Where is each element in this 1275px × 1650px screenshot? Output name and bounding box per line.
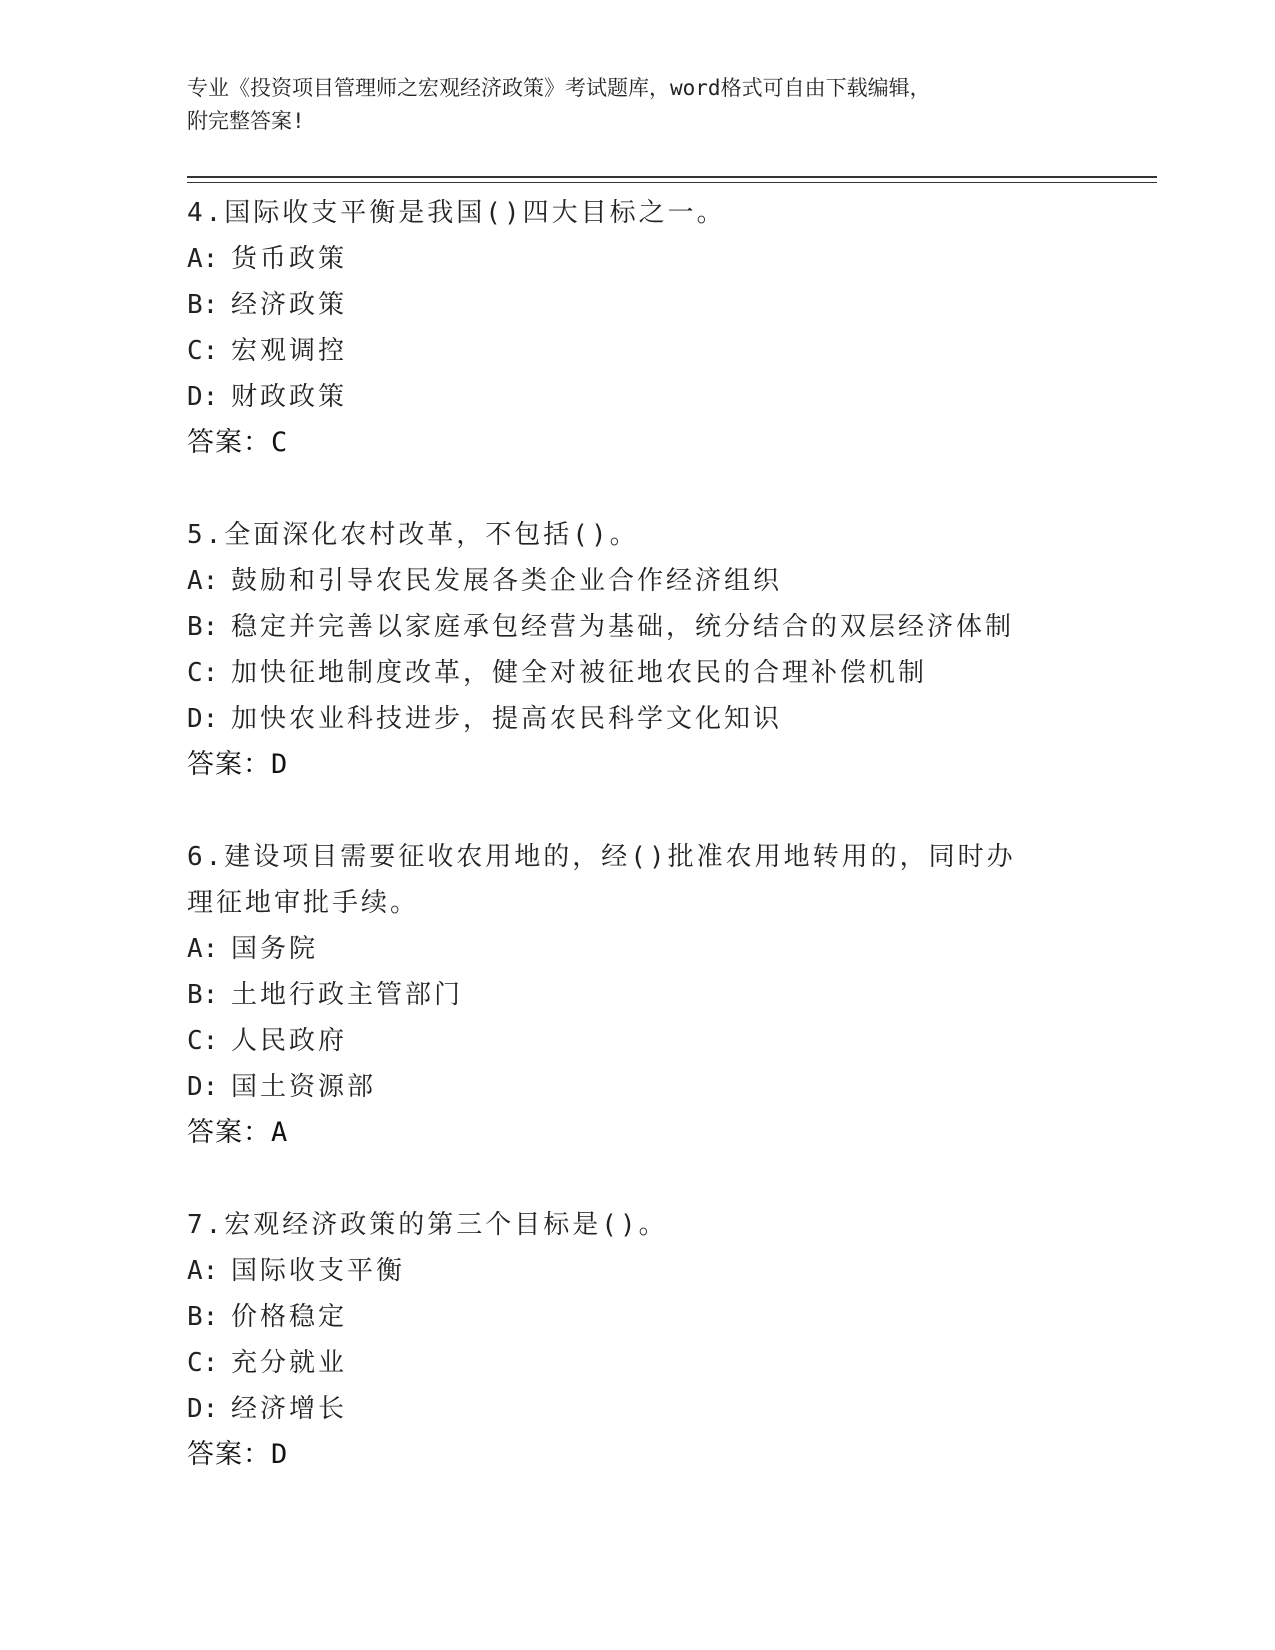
question-stem: 6.建设项目需要征收农用地的，经()批准农用地转用的，同时办理征地审批手续。 bbox=[187, 842, 1016, 918]
answer-label: 答案： bbox=[187, 749, 271, 780]
question-stem: 5.全面深化农村改革，不包括()。 bbox=[187, 520, 639, 550]
option-b bbox=[187, 604, 1157, 650]
option-a bbox=[187, 558, 1157, 604]
option-key: B: bbox=[187, 980, 219, 1010]
answer-value: D bbox=[271, 1439, 288, 1470]
option-d bbox=[187, 1064, 1157, 1110]
option-c bbox=[187, 328, 1157, 374]
option-c bbox=[187, 650, 1157, 696]
answer-label: 答案： bbox=[187, 1439, 271, 1470]
header-line-1: 专业《投资项目管理师之宏观经济政策》考试题库，word格式可自由下载编辑， bbox=[187, 76, 931, 100]
answer-value: A bbox=[271, 1117, 288, 1148]
option-b bbox=[187, 1294, 1157, 1340]
option-key: B: bbox=[187, 290, 219, 320]
option-a bbox=[187, 236, 1157, 282]
option-text: 人民政府 bbox=[231, 1026, 348, 1056]
option-c bbox=[187, 1340, 1157, 1386]
document-header bbox=[187, 72, 1067, 138]
answer-label: 答案： bbox=[187, 1117, 271, 1148]
option-a bbox=[187, 926, 1157, 972]
option-text: 稳定并完善以家庭承包经营为基础，统分结合的双层经济体制 bbox=[231, 612, 1015, 642]
option-key: C: bbox=[187, 336, 219, 366]
question-7 bbox=[187, 1202, 1157, 1478]
option-text: 经济政策 bbox=[231, 290, 348, 320]
option-text: 国土资源部 bbox=[231, 1072, 377, 1102]
option-key: D: bbox=[187, 1394, 219, 1424]
option-d bbox=[187, 696, 1157, 742]
option-key: B: bbox=[187, 1302, 219, 1332]
option-d bbox=[187, 374, 1157, 420]
option-text: 国务院 bbox=[231, 934, 319, 964]
option-key: D: bbox=[187, 704, 219, 734]
answer-line bbox=[187, 742, 1157, 788]
option-text: 货币政策 bbox=[231, 244, 348, 274]
option-key: D: bbox=[187, 1072, 219, 1102]
question-5 bbox=[187, 512, 1157, 788]
option-text: 加快农业科技进步，提高农民科学文化知识 bbox=[231, 704, 783, 734]
option-key: C: bbox=[187, 1026, 219, 1056]
answer-value: C bbox=[271, 427, 288, 458]
option-d bbox=[187, 1386, 1157, 1432]
option-key: C: bbox=[187, 658, 219, 688]
question-4 bbox=[187, 190, 1157, 466]
option-text: 国际收支平衡 bbox=[231, 1256, 406, 1286]
option-a bbox=[187, 1248, 1157, 1294]
option-key: D: bbox=[187, 382, 219, 412]
header-line-2: 附完整答案! bbox=[187, 109, 305, 133]
answer-line bbox=[187, 1110, 1157, 1156]
answer-line bbox=[187, 1432, 1157, 1478]
option-text: 经济增长 bbox=[231, 1394, 348, 1424]
option-key: A: bbox=[187, 566, 219, 596]
option-c bbox=[187, 1018, 1157, 1064]
option-text: 财政政策 bbox=[231, 382, 348, 412]
option-text: 宏观调控 bbox=[231, 336, 348, 366]
header-divider-thin bbox=[187, 182, 1157, 183]
option-key: A: bbox=[187, 244, 219, 274]
option-text: 价格稳定 bbox=[231, 1302, 348, 1332]
option-text: 土地行政主管部门 bbox=[231, 980, 464, 1010]
option-text: 充分就业 bbox=[231, 1348, 348, 1378]
question-list bbox=[187, 190, 1157, 1524]
question-stem: 7.宏观经济政策的第三个目标是()。 bbox=[187, 1210, 668, 1240]
header-divider-thick bbox=[187, 176, 1157, 178]
answer-label: 答案： bbox=[187, 427, 271, 458]
option-key: A: bbox=[187, 934, 219, 964]
option-key: C: bbox=[187, 1348, 219, 1378]
option-b bbox=[187, 972, 1157, 1018]
option-key: A: bbox=[187, 1256, 219, 1286]
answer-value: D bbox=[271, 749, 288, 780]
question-6 bbox=[187, 834, 1157, 1156]
option-b bbox=[187, 282, 1157, 328]
option-key: B: bbox=[187, 612, 219, 642]
question-stem: 4.国际收支平衡是我国()四大目标之一。 bbox=[187, 198, 726, 228]
option-text: 加快征地制度改革，健全对被征地农民的合理补偿机制 bbox=[231, 658, 928, 688]
answer-line bbox=[187, 420, 1157, 466]
option-text: 鼓励和引导农民发展各类企业合作经济组织 bbox=[231, 566, 783, 596]
